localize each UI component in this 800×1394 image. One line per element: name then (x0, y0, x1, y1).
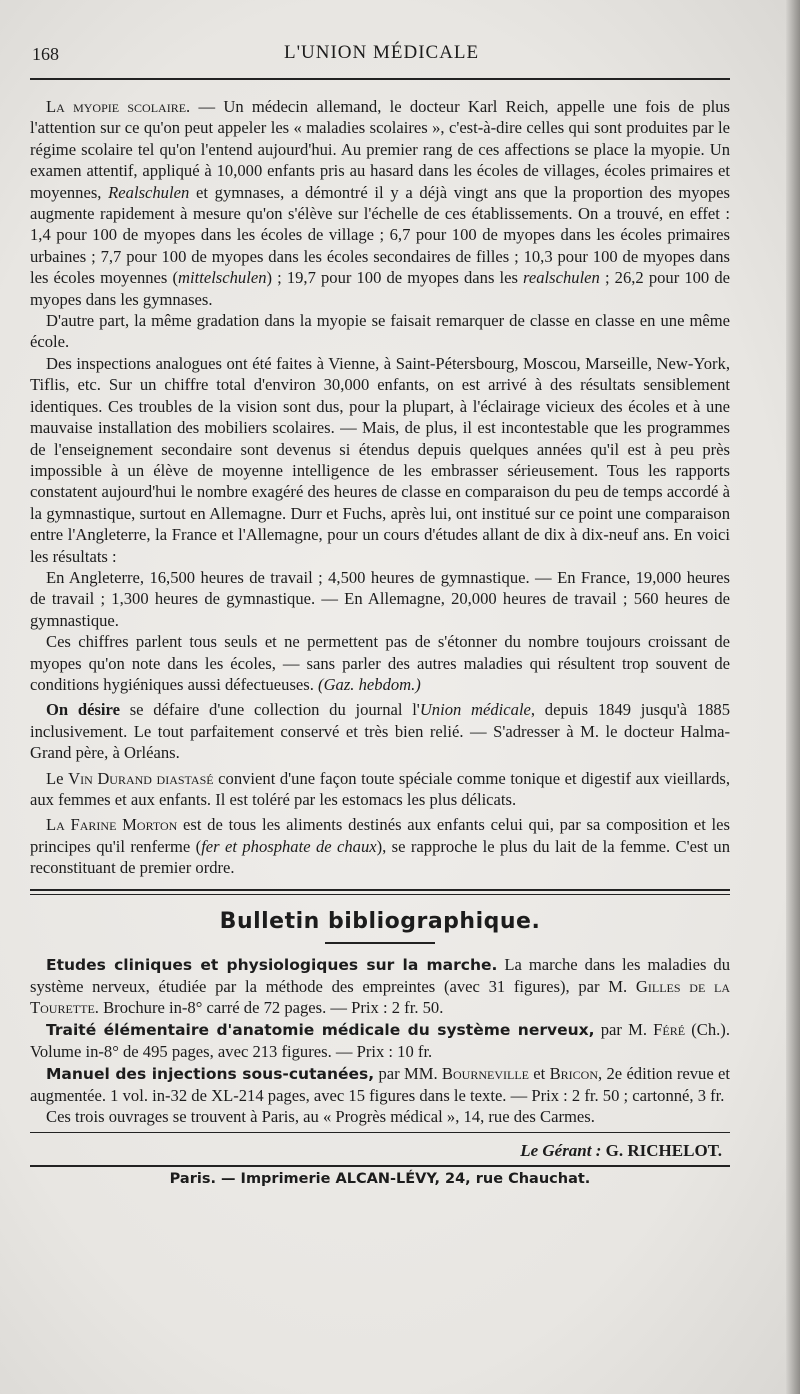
author-name: Féré (653, 1019, 686, 1039)
text-run: est de tous les aliments destinés aux enfants celui qui, par sa composition et les principes qu'il renferme ( (30, 815, 730, 856)
text-run: ), se rapproche le plus du lait de la femme. C'est un reconstituant de premier ordre. (30, 836, 731, 878)
text-run: Ces chiffres parlent tous seuls et ne permettent pas de s'étonner du nombre toujours croissant de myopes qu'on note dans les écoles, — sans parler des autres maladies qui résultent trop souvent de conditions hygiéniques aussi défectueuses. (30, 632, 730, 694)
biblio-entry (30, 1063, 730, 1107)
bulletin-title: Bulletin bibliographique. (219, 908, 541, 934)
section-divider (30, 889, 730, 895)
text-run: , 2e édition revue et augmentée. 1 vol. in-32 de XL-214 pages, avec 15 figures dans le texte. — Prix : 2 fr. 50 ; cartonné, 3 fr. (30, 1063, 730, 1106)
paragraph (30, 631, 730, 695)
text-run-italic: Union médicale (419, 700, 531, 720)
text-run: (Ch.). Volume in-8° de 495 pages, avec 213 figures. — Prix : 10 fr. (30, 1019, 730, 1062)
closing-divider (30, 1132, 730, 1133)
text-run: par MM. (374, 1063, 442, 1083)
text-run: La marche dans les maladies du système nerveux, étudiée par la méthode des empreintes (avec 31 figures), par M. (30, 954, 730, 997)
notice-farine-morton (30, 814, 730, 878)
gerant-signature (30, 1141, 730, 1161)
notice-collection (30, 699, 730, 763)
text-run: et (528, 1063, 550, 1083)
gerant-name: G. RICHELOT. (605, 1140, 722, 1160)
title-underline (325, 942, 435, 944)
running-head: L'UNION MÉDICALE (284, 42, 480, 63)
text-run: convient d'une façon toute spéciale comme tonique et digestif aux vieillards, aux femmes et aux enfants. Il est toléré par les estomacs les plus délicats. (30, 768, 731, 809)
text-run: , depuis 1849 jusqu'à 1885 inclusivement. Le tout parfaitement conservé et très bien relié. — S'adresser à M. le docteur Halma-Grand père, à Orléans. (30, 700, 730, 763)
author-name: Bricon (549, 1063, 598, 1083)
text-run-italic: realschulen (523, 268, 600, 288)
book-title: Manuel des injections sous-cutanées, (46, 1064, 375, 1083)
author-name: Gilles de la Tourette. (30, 977, 731, 1018)
text-run: — Un médecin allemand, le docteur Karl Reich, appelle une fois de plus l'attention sur ce qu'on peut appeler les « maladies scolaires », c'est-à-dire celles qui sont produites par le régime scolaire tel qu'on l'entend aujourd'hui. Au premier rang de ces affections se place la myopie. Un examen attentif, appliqué à 10,000 enfants pris au hasard dans les écoles de villages, écoles primaires et moyennes, (30, 97, 730, 202)
footer-divider (30, 1165, 730, 1167)
product-name: Vin Durand diastasé (68, 768, 214, 788)
paragraph (30, 96, 730, 310)
text-run: par M. (594, 1019, 654, 1039)
page-header (30, 0, 730, 80)
source-citation: (Gaz. hebdom.) (318, 674, 421, 694)
page-edge-shadow (786, 0, 800, 1394)
paragraph: Des inspections analogues ont été faites à Vienne, à Saint-Pétersbourg, Moscou, Marseille, New-York, Tiflis, etc. Sur un chiffre total d'environ 30,000 enfants, on est arrivé à des résultats sensiblement identiques. Ces troubles de la vision sont dus, pour la plupart, à l'éclairage vicieux des écoles et à une mauvaise installation des mobiliers scolaires. — Mais, de plus, il est incontestable que les programmes de l'enseignement secondaire sont devenus si étendus depuis quelques années qu'il est à peu près impossible à un élève de moyenne intelligence de les embrasser sérieusement. Tous les rapports constatent aujourd'hui le nombre exagéré des heures de classe en comparaison du peu de temps accordé à la gymnastique, surtout en Allemagne. Durr et Fuchs, après lui, ont institué sur ce point une comparaison entre l'Angleterre, la France et l'Allemagne, pour un cours d'études allant de dix à dix-neuf ans. En voici les résultats : (30, 353, 730, 566)
text-run: ; 26,2 pour 100 de myopes dans les gymnases. (30, 268, 730, 309)
biblio-entry (30, 954, 730, 1019)
text-run-italic: fer et phosphate de chaux (201, 836, 377, 856)
article-lead: La myopie scolaire. (46, 97, 191, 116)
paragraph: En Angleterre, 16,500 heures de travail ; 4,500 heures de gymnastique. — En France, 19,000 heures de travail ; 1,300 heures de gymnastique. — En Allemagne, 20,000 heures de travail ; 560 heures de gymnastique. (30, 567, 730, 630)
author-name: Bourneville (441, 1063, 529, 1083)
gerant-label: Le Gérant : (520, 1140, 602, 1160)
bulletin-bibliographique (30, 954, 730, 1128)
notice-vin-durand (30, 768, 730, 811)
text-run: Le (46, 768, 69, 788)
paragraph: D'autre part, la même gradation dans la myopie se faisait remarquer de classe en classe en une même école. (30, 311, 730, 352)
book-title: Etudes cliniques et physiologiques sur la marche. (46, 955, 498, 974)
biblio-entry (30, 1019, 730, 1063)
notice-lead: On désire (46, 700, 120, 720)
text-run-italic: mittelschulen (178, 268, 267, 288)
text-run-italic: Realschulen (108, 182, 190, 202)
biblio-closing: Ces trois ouvrages se trouvent à Paris, au « Progrès médical », 14, rue des Carmes. (46, 1107, 595, 1127)
printer-imprint: Paris. — Imprimerie ALCAN-LÉVY, 24, rue Chauchat. (169, 1170, 591, 1187)
text-run: et gymnases, a démontré il y a déjà vingt ans que la proportion des myopes augmente rapidement à mesure qu'on s'élève sur l'échelle de ces établissements. On a trouvé, en effet : 1,4 pour 100 de myopes dans les écoles de village ; 6,7 pour 100 de myopes dans les écoles primaires urbaines ; 7,7 pour 100 de myopes dans les écoles secondaires de filles ; 10,3 pour 100 de myopes dans les écoles moyennes ( (30, 182, 730, 288)
article-myopie (30, 96, 730, 879)
text-run: ) ; 19,7 pour 100 de myopes dans les (266, 268, 524, 288)
text-run: se défaire d'une collection du journal l' (119, 700, 420, 720)
product-name: La Farine Morton (46, 815, 178, 835)
book-title: Traité élémentaire d'anatomie médicale du système nerveux, (46, 1020, 595, 1039)
text-run: Brochure in-8° carré de 72 pages. — Prix : 2 fr. 50. (98, 998, 444, 1018)
page-number: 168 (32, 44, 59, 64)
